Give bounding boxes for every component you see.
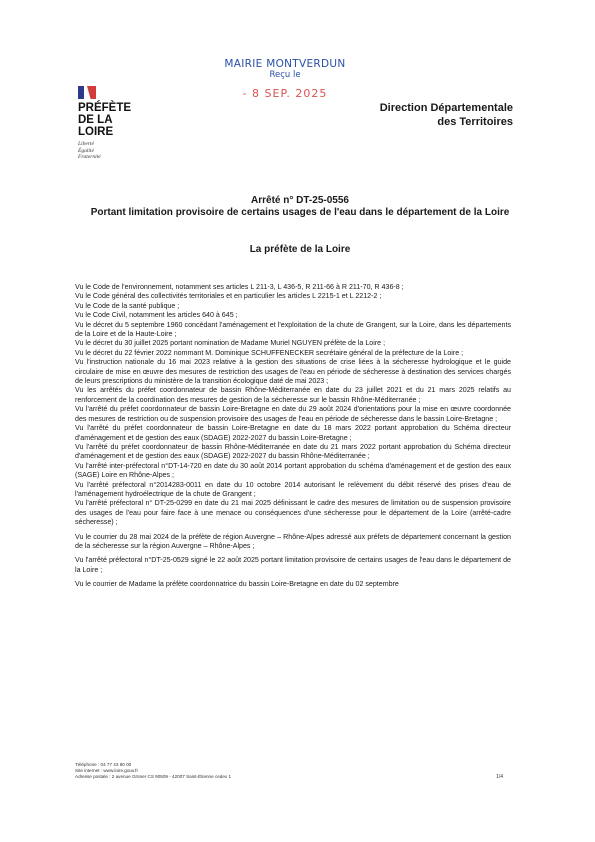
visa-item: Vu l'arrêté du préfet coordonnateur de bassin Rhône-Méditerranée en date du 21 mars 2022 portant approbation du Schéma directeur d'aménagement et de gestion des eaux (SDAGE) 2022-2027 du bassin Rhône-Méditerranée ; — [75, 442, 511, 461]
prefete-heading: La préfète de la Loire — [249, 244, 351, 255]
visa-item: Vu l'arrêté du préfet coordonnateur de bassin Loire-Bretagne en date du 18 mars 2022 portant approbation du Schéma directeur d'aménagement et de gestion des eaux (SDAGE) 2022-2027 du bassin Loire-Bretagne ; — [75, 424, 511, 442]
reception-stamp — [210, 58, 360, 100]
stamp-date: - 8 SEP. 2025 — [242, 87, 328, 100]
motto-liberte: Liberté — [78, 141, 94, 147]
footer-website: Site internet : www.loire.gouv.fr — [75, 768, 138, 773]
prefecture-logo — [78, 86, 148, 161]
visas-list — [75, 283, 511, 590]
footer-phone: Téléphone : 04 77 43 80 00 — [75, 762, 132, 767]
arrete-title — [80, 195, 520, 219]
visa-item: Vu le décret du 5 septembre 1960 concédant l'aménagement et l'exploitation de la chute de Grangent, sur la Loire, dans les départements de la Loire et de la Haute-Loire ; — [75, 320, 511, 339]
visa-item: Vu le Code de la santé publique ; — [75, 301, 180, 310]
issuing-direction — [380, 101, 513, 129]
visa-item: Vu l'arrêté du préfet coordonnateur de bassin Loire-Bretagne en date du 29 août 2024 d'orientations pour la mise en œuvre coordonnée des mesures de restriction ou de suspension provisoire des usages de l'eau en période de sécheresse dans le bassin Loire-Bretagne ; — [75, 405, 511, 423]
marianne-flag-icon — [78, 86, 96, 99]
stamp-recu: Reçu le — [269, 70, 301, 80]
visa-item: Vu le courrier de Madame la préfète coordonnatrice du bassin Loire-Bretagne en date du 02 septembre — [75, 580, 399, 589]
visa-item: Vu l'instruction nationale du 16 mai 2023 relative à la gestion des situations de crise liées à la sécheresse hydrologique et le guide circulaire de mise en œuvre des mesures de restriction des usages de l'eau en période de sécheresse à destination des services chargés de leurs prescriptions du ministère de la transition écologique daté de mai 2023 ; — [75, 358, 511, 386]
visa-item: Vu l'arrêté inter-préfectoral n°DT-14-720 en date du 30 août 2014 portant approbation du schéma d'aménagement et de gestion des eaux (SAGE) Loire en Rhône-Alpes ; — [75, 461, 511, 480]
page-footer — [75, 762, 511, 780]
visa-item: Vu l'arrêté préfectoral n° DT-25-0299 en date du 21 mai 2025 définissant le cadre des mesures de limitation ou de suspension provisoire des usages de l'eau pour faire face à une menace ou conséquences d'une sécheresse pour le département de la Loire (arrêté-cadre sécheresse) ; — [75, 499, 511, 527]
visa-item: Vu le Code général des collectivités territoriales et en particulier les articles L 2215-1 et L 2212-2 ; — [75, 292, 382, 301]
arrete-subject: Portant limitation provisoire de certains usages de l'eau dans le département de la Loire — [90, 207, 510, 218]
motto-fraternite: Fraternité — [78, 154, 101, 160]
visa-item: Vu le courrier du 28 mai 2024 de la préfète de région Auvergne – Rhône-Alpes adressé aux préfets de département concernant la gestion de la sécheresse sur la région Auvergne – Rhône-Alpes ; — [75, 532, 511, 550]
stamp-mairie: MAIRIE MONTVERDUN — [224, 58, 346, 70]
arrete-number: Arrêté n° DT-25-0556 — [251, 195, 349, 206]
page-number: 1/4 — [496, 774, 503, 780]
visa-item: Vu le Code de l'environnement, notamment ses articles L 211-3, L 436-5, R 211-66 à R 211-70, R 436-8 ; — [75, 283, 404, 291]
logo-line-1: PRÉFÈTE — [78, 102, 132, 114]
direction-line-2: des Territoires — [437, 116, 513, 128]
logo-motto — [78, 141, 148, 161]
visa-item: Vu le décret du 22 février 2022 nommant M. Dominique SCHUFFENECKER secrétaire général de la préfecture de la Loire ; — [75, 348, 464, 357]
visa-item: Vu le décret du 30 juillet 2025 portant nomination de Madame Muriel NGUYEN préfète de la Loire ; — [75, 339, 386, 348]
visa-item: Vu les arrêtés du préfet coordonnateur de bassin Rhône-Méditerranée en date du 23 juillet 2021 et du 21 mars 2025 relatifs au renforcement de la coordination des mesures de gestion de la sécheresse sur le bassin Rhône-Méditerranée ; — [75, 386, 511, 404]
motto-egalite: Égalité — [78, 147, 94, 154]
footer-address: Adresse postale : 2 avenue Grüner CS 90509 - 42007 Saint-Étienne cedex 1 — [75, 774, 232, 779]
visa-item: Vu l'arrêté préfectoral n°2014283-0011 en date du 10 octobre 2014 autorisant le relèvement du débit réservé des prises d'eau de l'aménagement hydroélectrique de la chute de Grangent ; — [75, 480, 511, 498]
visa-item: Vu l'arrêté préfectoral n°DT-25-0529 signé le 22 août 2025 portant limitation provisoire de certains usages de l'eau dans le département de la Loire ; — [75, 556, 511, 574]
direction-line-1: Direction Départementale — [379, 102, 513, 114]
visa-item: Vu le Code Civil, notamment les articles 640 à 645 ; — [75, 311, 238, 320]
logo-line-2: DE LA LOIRE — [78, 114, 114, 138]
